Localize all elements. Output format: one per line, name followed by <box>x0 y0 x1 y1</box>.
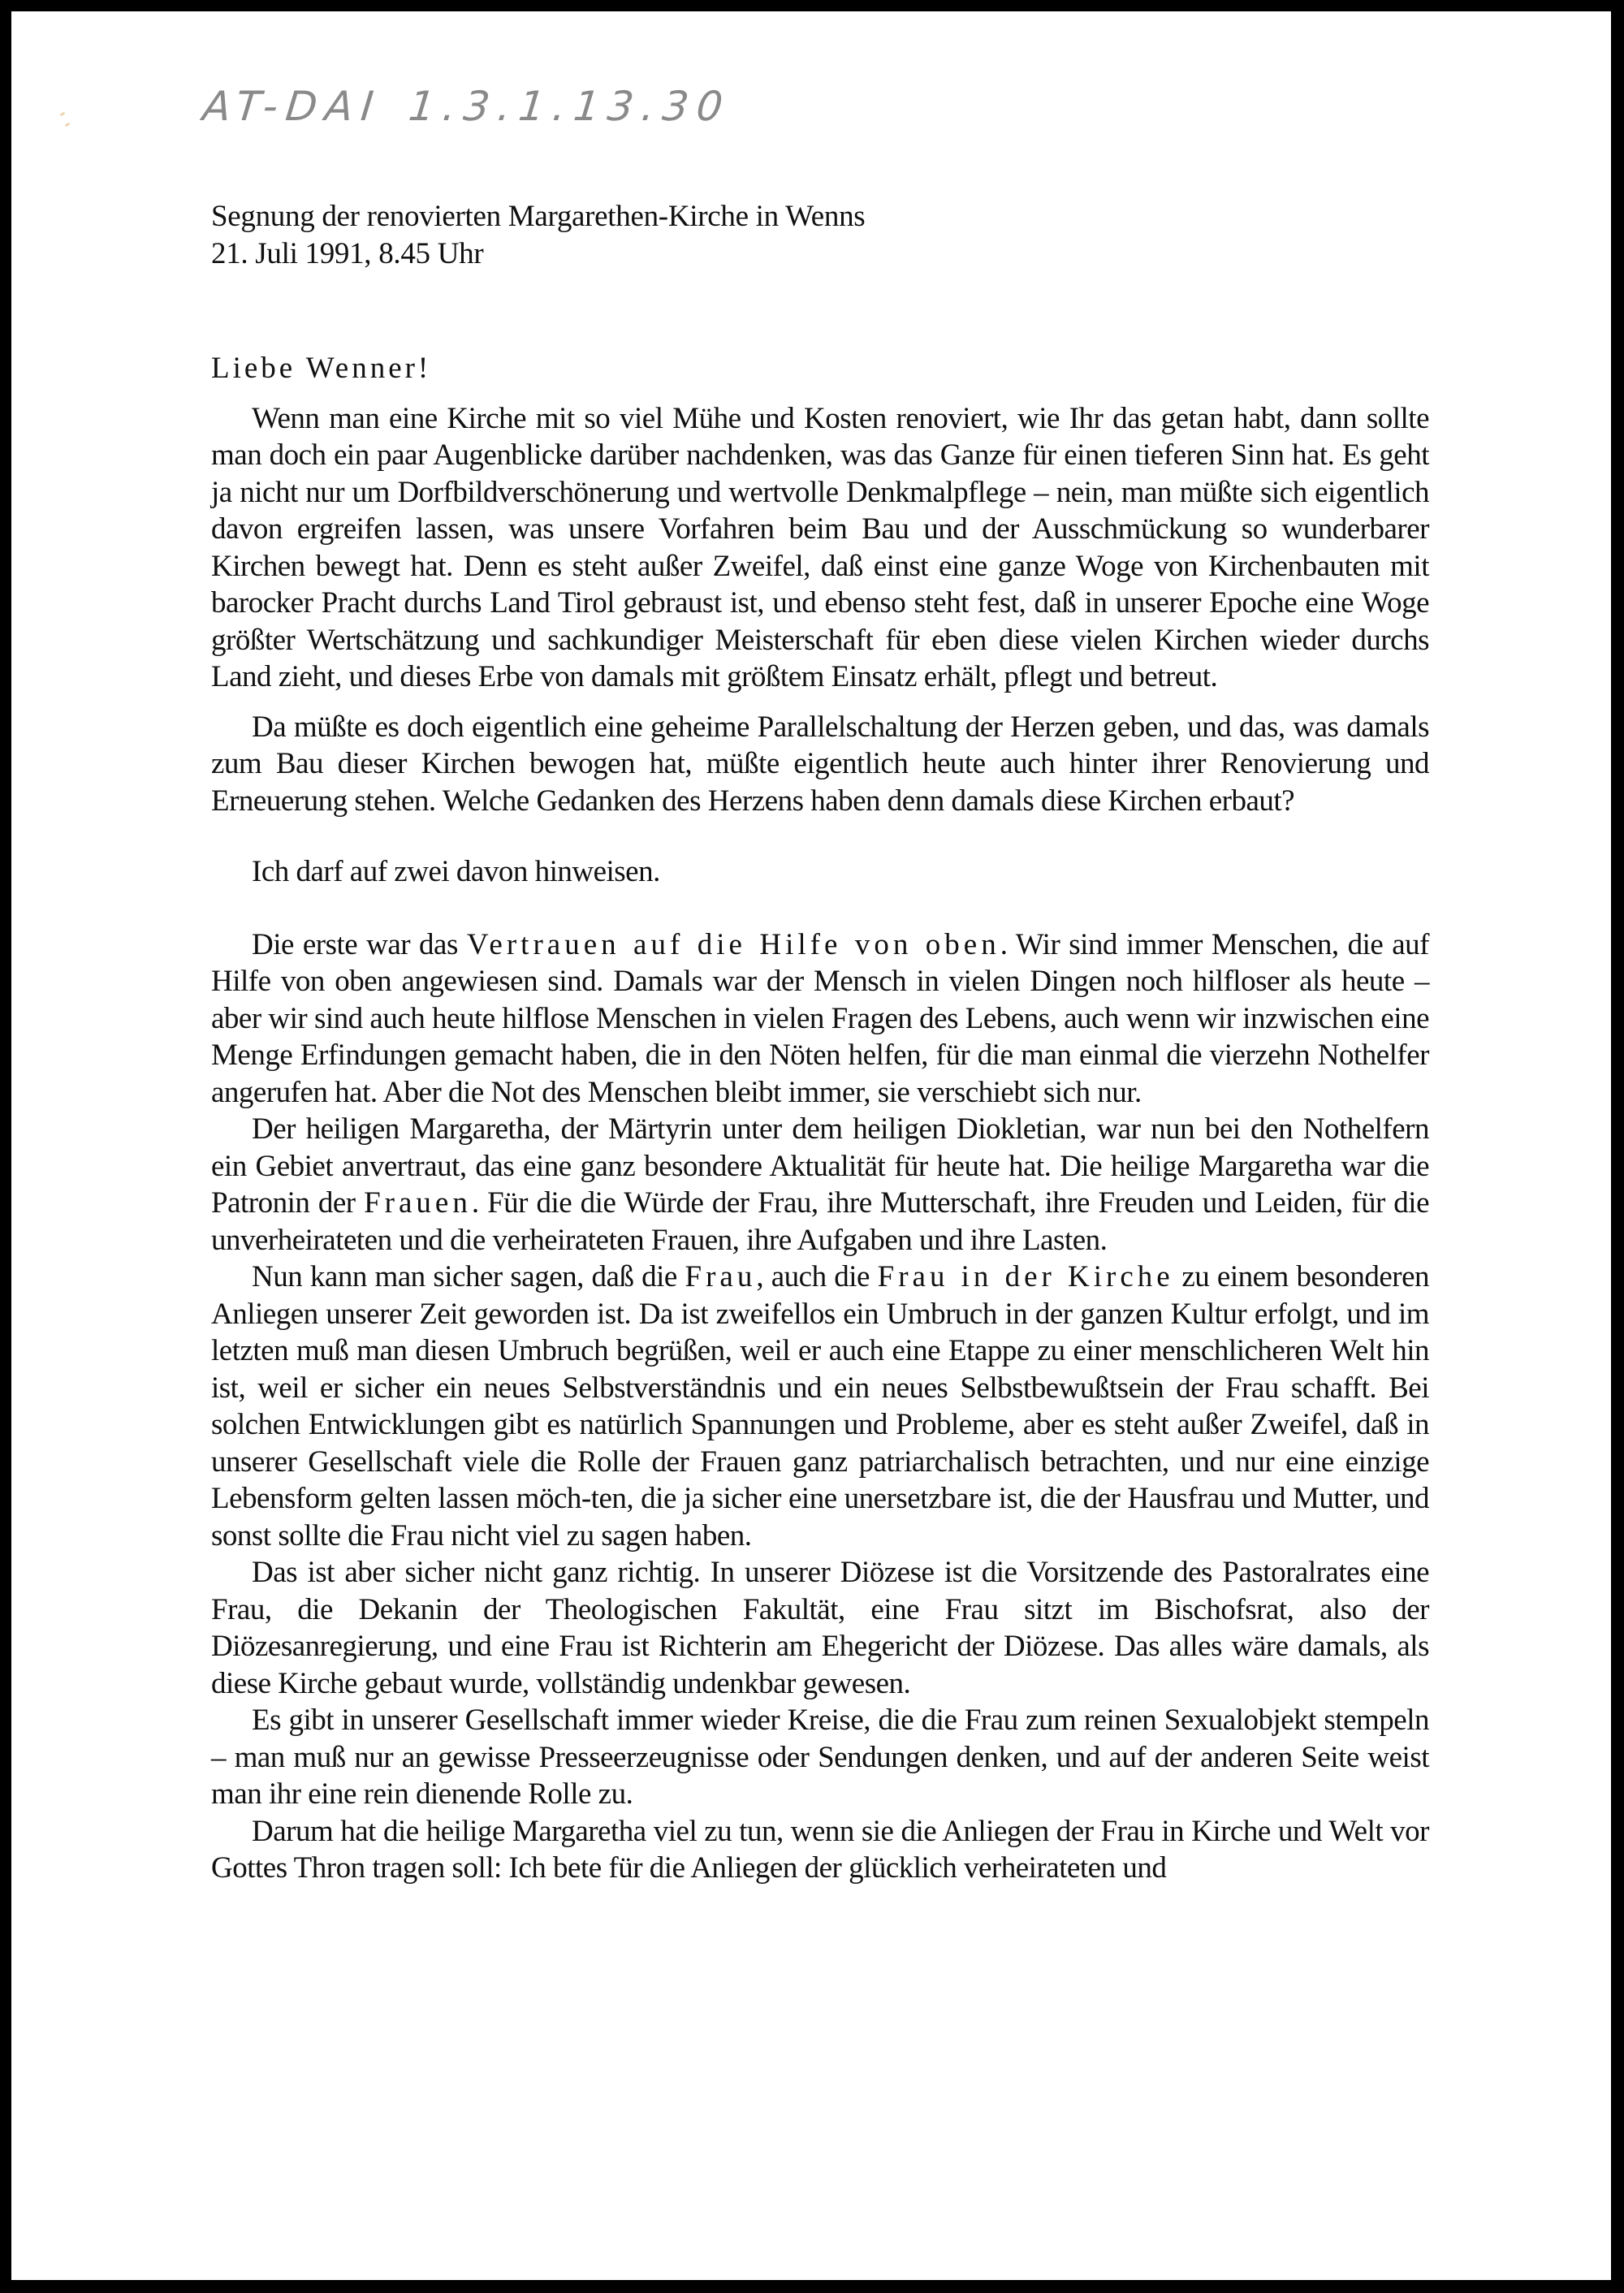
document-title: Segnung der renovierten Margarethen-Kirche in Wenns <box>211 200 866 233</box>
paper-stain <box>65 123 71 127</box>
archive-number: 1.3.1.13.30 <box>406 83 733 130</box>
paragraph-3: Ich darf auf zwei davon hinweisen. <box>252 855 660 888</box>
document-date: 21. Juli 1991, 8.45 Uhr <box>211 236 484 270</box>
paragraph-7: Das ist aber sicher nicht ganz richtig. In unserer Diözese ist die Vorsitzende des Pastoralrates eine Frau, die Dekanin der Theologischen Fakultät, eine Frau sitzt im Bischofsrat, also der Diözesanregierung, und eine Frau ist Richterin am Ehegericht der Diözese. Das alles wäre damals, als diese Kirche gebaut wurde, vollständig undenkbar gewesen. <box>211 1556 1429 1700</box>
paragraph-5: Der heiligen Margaretha, der Märtyrin unter dem heiligen Diokletian, war nun bei den Nothelfern ein Gebiet anvertraut, das eine ganz besondere Aktualität für heute hat. Die heilige Margaretha war die Patronin der Frauen. Für die die Würde der Frau, ihre Mutterschaft, ihre Freuden und Leiden, für die unverheirateten und die verheirateten Frauen, ihre Aufgaben und ihre Lasten. <box>211 1112 1429 1257</box>
emphasis-vertrauen: Vertrauen auf die Hilfe von oben <box>466 927 1000 961</box>
paragraph-4: Die erste war das Vertrauen auf die Hilfe von oben. Wir sind immer Menschen, die auf Hilfe von oben angewiesen sind. Damals war der Mensch in vielen Dingen noch hilfloser als heute – aber wir sind auch heute hilflose Menschen in vielen Fragen des Lebens, auch wenn wir inzwischen eine Menge Erfindungen gemacht haben, die in den Nöten helfen, für die man einmal die vierzehn Nothelfer angerufen hat. Aber die Not des Menschen bleibt immer, sie verschiebt sich nur. <box>211 927 1429 1109</box>
paragraph-2: Da müßte es doch eigentlich eine geheime Parallelschaltung der Herzen geben, und das, was damals zum Bau dieser Kirchen bewogen hat, müßte eigentlich heute auch hinter ihrer Renovierung und Erneuerung stehen. Welche Gedanken des Herzens haben denn damals diese Kirchen erbaut? <box>211 710 1429 818</box>
salutation: Liebe Wenner! <box>211 352 432 385</box>
paragraph-8: Es gibt in unserer Gesellschaft immer wieder Kreise, die die Frau zum reinen Sexualobjekt stempeln – man muß nur an gewisse Presseerzeugnisse oder Sendungen denken, und auf der anderen Seite weist man ihr eine rein dienende Rolle zu. <box>211 1704 1429 1811</box>
archive-signature-handwritten <box>201 83 733 130</box>
document-body <box>211 198 1429 1887</box>
archive-prefix: AT-DAI <box>200 83 384 130</box>
emphasis-frau-in-der-kirche: Frau in der Kirche <box>877 1260 1174 1293</box>
emphasis-frauen: Frauen <box>364 1186 472 1220</box>
document-page <box>11 11 1611 2280</box>
paper-stain <box>60 112 66 117</box>
paragraph-6: Nun kann man sicher sagen, daß die Frau, auch die Frau in der Kirche zu einem besonderen Anliegen unserer Zeit geworden ist. Da ist zweifellos ein Umbruch in der ganzen Kultur erfolgt, und im letzten muß man diesen Umbruch begrüßen, weil er auch eine Etappe zu einer menschlicheren Welt hin ist, weil er sicher ein neues Selbstverständnis und ein neues Selbstbewußtsein der Frau schafft. Bei solchen Entwicklungen gibt es natürlich Spannungen und Probleme, aber es steht außer Zweifel, daß in unserer Gesellschaft viele die Rolle der Frauen ganz patriarchalisch betrachten, und nur eine einzige Lebensform gelten lassen möch-ten, die ja sicher eine unersetzbare ist, die der Hausfrau und Mutter, und sonst sollte die Frau nicht viel zu sagen haben. <box>211 1260 1429 1552</box>
paragraph-1: Wenn man eine Kirche mit so viel Mühe und Kosten renoviert, wie Ihr das getan habt, dann sollte man doch ein paar Augenblicke darüber nachdenken, was das Ganze für einen tieferen Sinn hat. Es geht ja nicht nur um Dorfbildverschönerung und wertvolle Denkmalpflege – nein, man müßte sich eigentlich davon ergreifen lassen, was unsere Vorfahren beim Bau und der Ausschmückung so wunderbarer Kirchen bewegt hat. Denn es steht außer Zweifel, daß einst eine ganze Woge von Kirchenbauten mit barocker Pracht durchs Land Tirol gebraust ist, und ebenso steht fest, daß in unserer Epoche eine Woge größter Wertschätzung und sachkundiger Meisterschaft für eben diese vielen Kirchen wieder durchs Land zieht, und dieses Erbe von damals mit größtem Einsatz erhält, pflegt und betreut. <box>211 401 1429 693</box>
paragraph-9: Darum hat die heilige Margaretha viel zu tun, wenn sie die Anliegen der Frau in Kirche und Welt vor Gottes Thron tragen soll: Ich bete für die Anliegen der glücklich verheirateten und <box>211 1814 1429 1885</box>
emphasis-frau: Frau <box>685 1260 757 1293</box>
